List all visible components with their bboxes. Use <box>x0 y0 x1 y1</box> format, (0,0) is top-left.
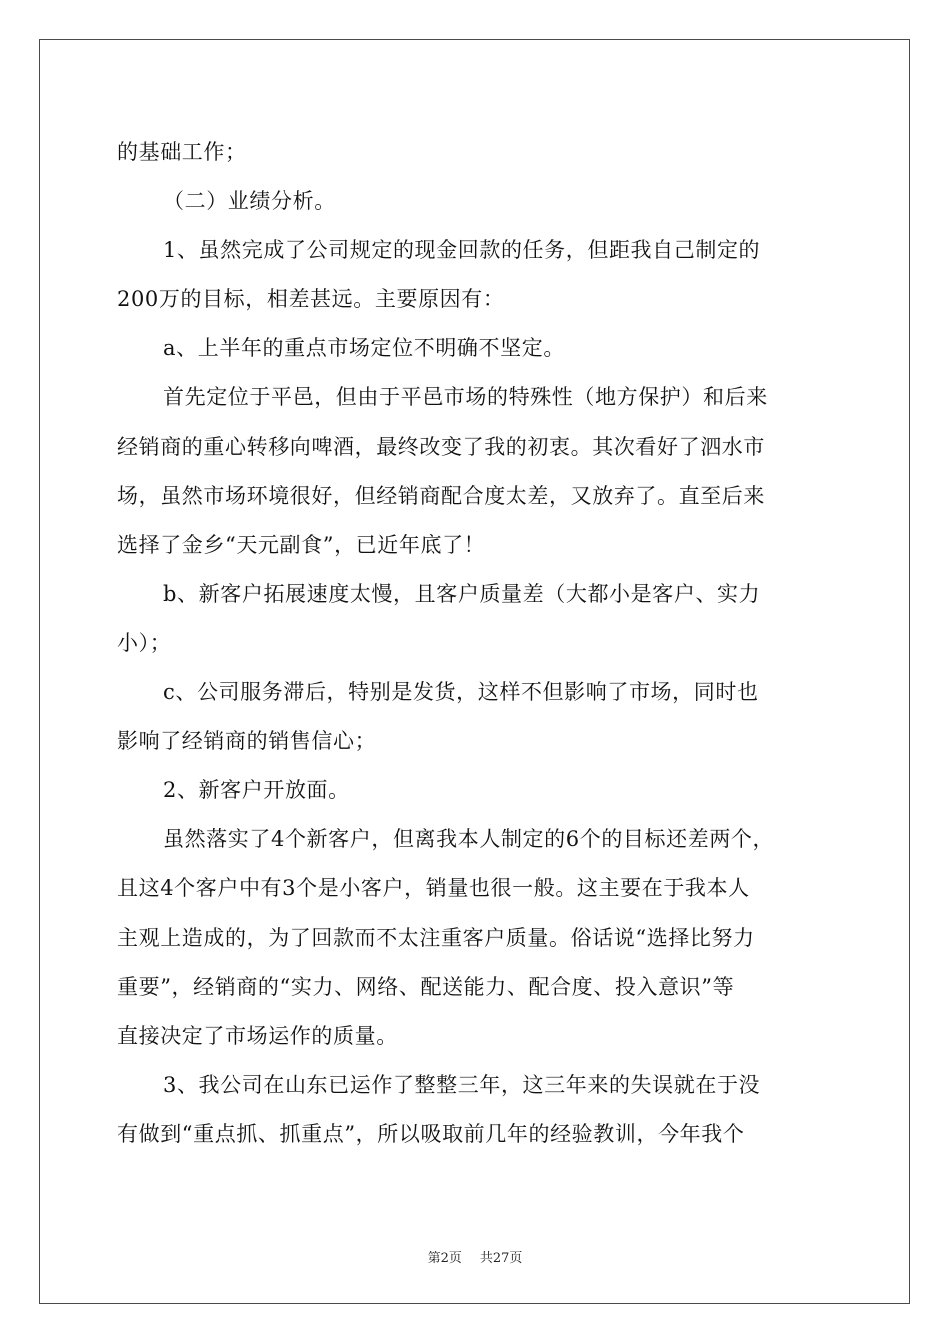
text-line: 有做到“重点抓、抓重点”，所以吸取前几年的经验教训，今年我个 <box>117 1121 745 1146</box>
text-line: 的基础工作； <box>117 140 247 164</box>
text-line: 直接决定了市场运作的质量。 <box>117 1023 398 1048</box>
page-footer <box>0 1247 950 1266</box>
text-line: 主观上造成的，为了回款而不太注重客户质量。俗话说“选择比努力 <box>117 925 755 950</box>
text-line: a、上半年的重点市场定位不明确不坚定。 <box>163 336 565 361</box>
page-number: 第2页 <box>427 1251 462 1266</box>
text-line: 3、我公司在山东已运作了整整三年，这三年来的失误就在于没 <box>163 1072 761 1097</box>
text-line: 首先定位于平邑，但由于平邑市场的特殊性（地方保护）和后来 <box>163 385 768 410</box>
text-line: （二）业绩分析。 <box>163 189 336 214</box>
text-line: 选择了金乡“天元副食”，已近年底了！ <box>117 532 486 557</box>
text-line: 影响了经销商的销售信心； <box>117 729 377 754</box>
text-line: c、公司服务滞后，特别是发货，这样不但影响了市场，同时也 <box>163 680 759 705</box>
page-total: 共27页 <box>479 1251 523 1266</box>
document-body <box>117 128 837 1159</box>
text-line: b、新客户拓展速度太慢，且客户质量差（大都小是客户、实力 <box>163 581 761 606</box>
text-line: 重要”，经销商的“实力、网络、配送能力、配合度、投入意识”等 <box>117 974 735 999</box>
text-line: 2、新客户开放面。 <box>163 778 350 803</box>
text-line: 虽然落实了4个新客户，但离我本人制定的6个的目标还差两个， <box>163 827 775 852</box>
text-line: 且这4个客户中有3个是小客户，销量也很一般。这主要在于我本人 <box>117 876 750 901</box>
text-line: 小）； <box>117 630 172 655</box>
text-line: 1、虽然完成了公司规定的现金回款的任务，但距我自己制定的 <box>163 238 761 263</box>
text-line: 经销商的重心转移向啤酒，最终改变了我的初衷。其次看好了泗水市 <box>117 434 765 459</box>
text-line: 200万的目标，相差甚远。主要原因有： <box>117 287 505 312</box>
text-line: 场，虽然市场环境很好，但经销商配合度太差，又放弃了。直至后来 <box>117 483 765 508</box>
